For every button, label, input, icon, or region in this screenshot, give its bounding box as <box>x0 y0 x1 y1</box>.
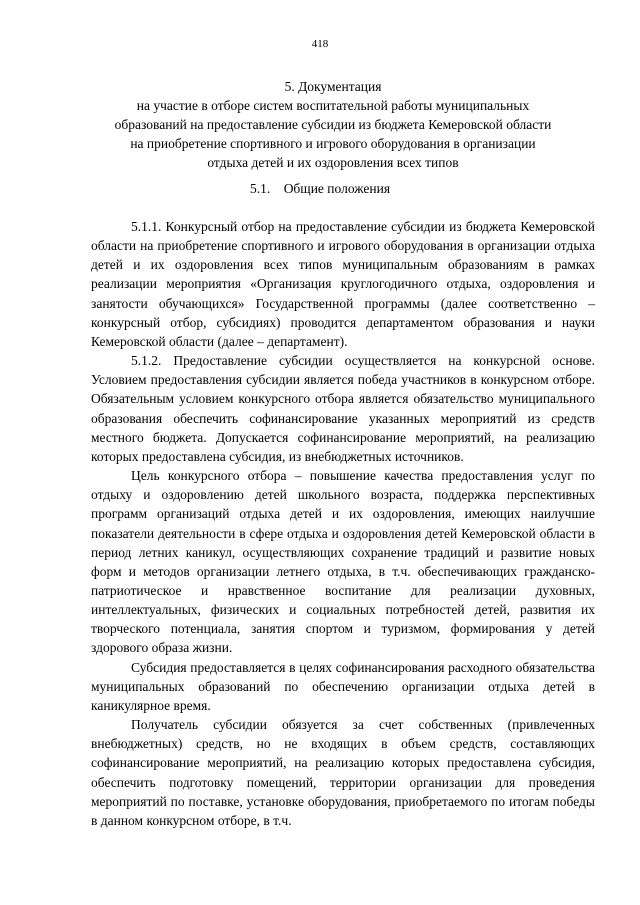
document-body <box>91 217 595 830</box>
paragraph: 5.1.2. Предоставление субсидии осуществляется на конкурсной основе. Условием предоставления субсидии является победа участников в конкурсном отборе. Обязательным условием конкурсного отбора является обязательство муниципального образования обеспечить софинансирование указанных мероприятий из средств местного бюджета. Допускается софинансирование мероприятий, на реализацию которых предоставлена субсидия, из внебюджетных источников. <box>91 353 595 464</box>
paragraph: 5.1.1. Конкурсный отбор на предоставление субсидии из бюджета Кемеровской области на приобретение спортивного и игрового оборудования в организации отдыха детей и их оздоровления всех типов муниципальным образованиям в рамках реализации мероприятия «Организация круглогодичного отдыха, оздоровления и занятости обучающихся» Государственной программы (далее соответственно – конкурсный отбор, субсидиях) проводится департаментом образования и науки Кемеровской области (далее – департамент). <box>91 219 595 349</box>
section-heading-line: отдыха детей и их оздоровления всех типов <box>207 155 459 170</box>
paragraph: Цель конкурсного отбора – повышение качества предоставления услуг по отдыху и оздоровлению детей школьного возраста, поддержка перспективных программ организаций отдыха детей и их оздоровления, имеющих наилучшие показатели деятельности в сфере отдыха и оздоровления детей Кемеровской области в период летних каникул, осуществляющих сохранение традиций и развитие новых форм и методов организации летнего отдыха, в т.ч. обеспечивающих гражданско-патриотическое и нравственное воспитание для реализации духовных, интеллектуальных, физических и социальных потребностей детей, развития их творческого потенциала, занятия спортом и туризмом, формирования у детей здорового образа жизни. <box>91 468 595 656</box>
section-heading <box>64 77 602 172</box>
paragraph: Субсидия предоставляется в целях софинансирования расходного обязательства муниципальных образований по обеспечению организации отдыха детей в каникулярное время. <box>91 659 595 713</box>
section-heading-line: образований на предоставление субсидии из бюджета Кемеровской области <box>114 117 552 132</box>
page-number: 418 <box>311 38 329 50</box>
section-heading-line: на приобретение спортивного и игрового оборудования в организации <box>130 136 536 151</box>
section-heading-line: 5. Документация <box>284 79 382 94</box>
paragraph: Получатель субсидии обязуется за счет собственных (привлеченных внебюджетных) средств, но не входящих в объем средств, составляющих софинансирование мероприятий, на реализацию которых предоставлена субсидия, обеспечить подготовку помещений, территории организации для проведения мероприятий по поставке, установке оборудования, приобретаемого по итогам победы в данном конкурсном отборе, в т.ч. <box>91 717 595 828</box>
subsection-title: 5.1. Общие положения <box>249 181 391 196</box>
section-heading-line: на участие в отборе систем воспитательной работы муниципальных <box>136 98 530 113</box>
